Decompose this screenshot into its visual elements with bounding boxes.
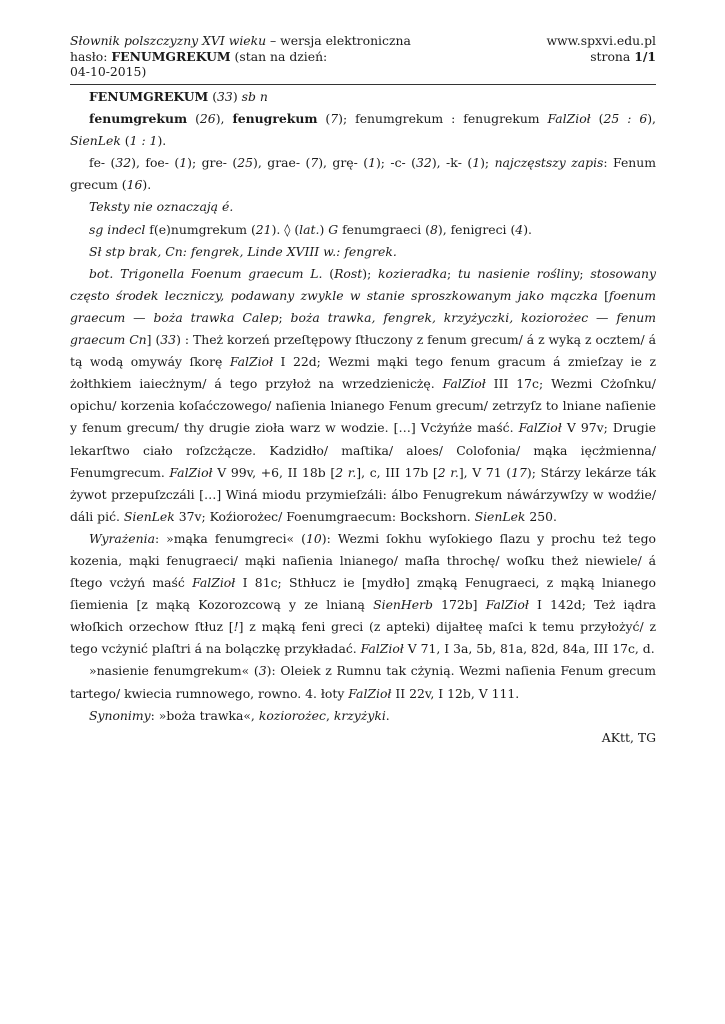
ref-note: 2 r. bbox=[335, 464, 357, 480]
haslo-status: (stan na dzień: bbox=[230, 48, 328, 64]
form-count: 1 bbox=[472, 155, 481, 171]
source-ref: FalZioł bbox=[348, 685, 392, 701]
source-ref: FalZioł bbox=[485, 597, 529, 613]
quote-text: 250. bbox=[525, 508, 557, 524]
syn-text: . bbox=[385, 707, 390, 723]
form-text: ). bbox=[142, 177, 152, 193]
synonym: koziorożec bbox=[258, 707, 326, 723]
form-text: : Fenum grecum ( bbox=[70, 155, 657, 193]
quote-text: ): Wezmi ſokhu wyſokiego ſlazu y prochu też tego kozenia, mąki fenugraeci/ mąki naſienia lnianego/ maſła throchę/ woſku theż niewiele/ á ſtego vcżyń maść bbox=[70, 530, 656, 591]
form-count: 32 bbox=[115, 155, 132, 171]
seed-paragraph bbox=[70, 660, 656, 704]
def-text: ( bbox=[322, 265, 335, 281]
quote-text: 37v; Koźiorożec/ Foenumgraecum: Bockshorn. bbox=[174, 508, 475, 524]
gram-lat: lat. bbox=[299, 221, 320, 237]
source-ref: FalZioł bbox=[360, 641, 404, 657]
def-text: ; bbox=[579, 265, 591, 281]
header-date: 04-10-2015) bbox=[70, 64, 147, 79]
source-ref: FalZioł bbox=[547, 111, 591, 127]
header-right bbox=[546, 33, 656, 64]
source-loc: 25 : 6 bbox=[603, 111, 648, 127]
quote-text: ], V 71 ( bbox=[458, 464, 512, 480]
def-text: ] ( bbox=[146, 332, 161, 348]
form-count: 1 bbox=[179, 155, 188, 171]
form-text: ); gre- ( bbox=[187, 155, 238, 171]
dictionaries-text: Sł stp brak, Cn: fengrek, Linde XVIII w.: fengrek. bbox=[89, 243, 397, 259]
def-text: ; bbox=[446, 265, 458, 281]
form-text: ), ‑k‑ ( bbox=[431, 155, 473, 171]
def-text: ); bbox=[362, 265, 379, 281]
source-ref: SienHerb bbox=[373, 597, 433, 613]
source-ref: FalZioł bbox=[192, 575, 236, 591]
teksty-text: Teksty nie oznaczają é. bbox=[89, 199, 234, 215]
expr-text: »nasienie fenumgrekum« ( bbox=[89, 663, 259, 679]
most-common-label: najczęstszy zapis bbox=[494, 155, 604, 171]
quote-text: I 142d; Też iądra włoſkich orzechow ſtłuz [ bbox=[70, 597, 657, 635]
authors-signature: AKtt, TG bbox=[601, 729, 656, 745]
sic-mark: ! bbox=[233, 619, 239, 635]
quote-text: 172b] bbox=[432, 597, 486, 613]
gram-text: ), fenigreci ( bbox=[437, 221, 516, 237]
form-text: ), foe- ( bbox=[131, 155, 180, 171]
form-count: 32 bbox=[416, 155, 432, 171]
expr-text: : »mąka fenumgreci« ( bbox=[154, 530, 307, 546]
synonyms-label: Synonimy bbox=[89, 707, 151, 723]
header-divider bbox=[70, 84, 656, 85]
page-number: 1/1 bbox=[634, 48, 656, 64]
expr-count: 10 bbox=[306, 530, 322, 546]
expr-count: 3 bbox=[258, 663, 267, 679]
header-left bbox=[70, 33, 411, 80]
quote-text: ) : Theż korzeń przeſtępowy ſtłuczony z fenum grecum/ á z wyką z ocztem/ á tą wodą omywáy ſkorę bbox=[70, 332, 656, 370]
def-italic: kozieradka bbox=[378, 265, 447, 281]
ref-note: 2 r. bbox=[437, 464, 459, 480]
def-italic: tu nasienie rośliny bbox=[457, 265, 580, 281]
form-text: fe- ( bbox=[89, 155, 116, 171]
source-ref: FalZioł bbox=[229, 354, 274, 370]
form-text: ); ‑c‑ ( bbox=[375, 155, 417, 171]
source-ref: FalZioł bbox=[442, 376, 486, 392]
entry-content bbox=[70, 86, 656, 749]
headword: FENUMGREKUM bbox=[89, 89, 209, 104]
grammar-paragraph bbox=[70, 219, 656, 241]
quote-text: ] z mąką feni greci (z apteki) dijałteę maſci k temu przyłożyć/ z tego vcżynić plaſtri á na bolączkę przykładać. bbox=[70, 619, 657, 657]
gram-count: 21 bbox=[255, 221, 272, 237]
variant-2-count: 7 bbox=[330, 111, 339, 127]
variant-1: fenumgrekum bbox=[89, 111, 188, 127]
source-ref: Rost bbox=[334, 265, 363, 281]
quote-text: ); Stárzy lekárze ták żywot przepuſzczáli […] Winá miodu przymieſzáli: álbo Fenugrekum náwárzywſzy w wodźie/ dáli pić. bbox=[70, 464, 657, 524]
def-italic: stosowany często środek leczniczy, podawany zwykle w stanie sproszkowanym jako mączka bbox=[70, 265, 656, 303]
quote-text: II 22v, I 12b, V 111. bbox=[391, 685, 520, 701]
def-text: [ bbox=[597, 287, 609, 303]
gram-count: 4 bbox=[515, 221, 524, 237]
quote-text: V 97v; Drugie lekarſtwo ciało roſzcżącze. Kadzidło/ maſtika/ aloes/ Colofonia/ mąka ięcżmienna/ Fenumgrecum. bbox=[70, 420, 656, 480]
quote-text: ): Oleiek z Rumnu tak cżynią. Wezmi naſienia Fenum grecum tartego/ kwiecia rumnowego, rowno. 4. łoty bbox=[70, 663, 656, 701]
gram-case: G bbox=[328, 221, 339, 237]
source-ref: SienLek bbox=[474, 508, 526, 524]
source-ref: FalZioł bbox=[169, 464, 213, 480]
page-header bbox=[70, 33, 656, 80]
form-count: 7 bbox=[310, 155, 319, 171]
syn-text: , bbox=[325, 707, 334, 723]
variant-2: fenugrekum bbox=[232, 111, 318, 127]
def-italic: boża trawka, fengrek, krzyżyczki, koziorożec — fenum graecum Cn bbox=[70, 309, 656, 348]
form-count: 25 bbox=[237, 155, 254, 171]
quote-text: I 22d; Wezmi mąki tego fenum gracum á zmieſzay ie z żołthkiem iaiecżnym/ á tego przyłoż na wrzedzienicżę. bbox=[70, 354, 656, 392]
source-loc: 1 : 1 bbox=[129, 133, 158, 149]
entry-headline: FENUMGREKUM (33) sb n bbox=[89, 89, 268, 104]
def-text: ; bbox=[278, 309, 291, 325]
variant-1-count: 26 bbox=[199, 111, 216, 127]
expressions-paragraph bbox=[70, 528, 656, 661]
gram-text: ). ◊ ( bbox=[271, 221, 300, 237]
page-label: strona bbox=[590, 48, 635, 64]
source-ref: FalZioł bbox=[518, 420, 562, 436]
synonym: krzyżyki bbox=[333, 707, 386, 723]
def-count: 33 bbox=[160, 332, 177, 348]
source-ref: SienLek bbox=[70, 133, 121, 149]
quote-text: V 99v, +6, II 18b [ bbox=[212, 464, 336, 480]
head-count: 33 bbox=[217, 89, 233, 104]
haslo-label: hasło: bbox=[70, 48, 112, 64]
def-italic: foenum graecum — boża trawka Calep bbox=[70, 287, 656, 325]
site-url[interactable]: www.spxvi.edu.pl bbox=[546, 33, 656, 48]
dictionaries-paragraph bbox=[70, 241, 656, 263]
syn-text: : »boża trawka«, bbox=[150, 707, 259, 723]
variants-paragraph: fenumgrekum (26), fenugrekum (7); fenumgrekum : fenugrekum FalZioł (25 : 6), SienLek (1 : 1). bbox=[70, 111, 656, 149]
quote-text: ], c, III 17b [ bbox=[356, 464, 438, 480]
gram-text: ) bbox=[319, 221, 329, 237]
teksty-note bbox=[70, 196, 656, 218]
form-count: 1 bbox=[368, 155, 376, 171]
synonyms-paragraph bbox=[70, 705, 656, 727]
form-count: 16 bbox=[126, 177, 143, 193]
form-text: ), grę‑ ( bbox=[318, 155, 369, 171]
quote-text: III 17c; Wezmi Cżoſnku/ opichu/ korzenia koſaćczowego/ naſienia lnianego Fenum grecum/ zetrzyſz to lniane naſienie y fenum grecum/ thy drugie zioła warz w wodzie. […] Vcżyńże maść. bbox=[70, 376, 656, 436]
variants-text: ; fenumgrekum : fenugrekum bbox=[342, 111, 548, 127]
gram-text: f(e)numgrekum ( bbox=[145, 221, 256, 237]
gram-sg: sg indecl bbox=[89, 221, 146, 237]
forms-paragraph: fe- (32), foe- (1); gre- (25), grae- (7), grę‑ (1); ‑c‑ (32), ‑k‑ (1); najczęstszy zapis: Fenum grecum (16). bbox=[70, 155, 657, 193]
gram-text: fenumgraeci ( bbox=[338, 221, 430, 237]
expressions-label: Wyrażenia bbox=[89, 530, 155, 546]
definition-paragraph bbox=[70, 263, 656, 528]
source-ref: SienLek bbox=[123, 508, 175, 524]
haslo-word: FENUMGREKUM bbox=[111, 48, 231, 64]
quote-text: I 81c; Sthłucz ie [mydło] zmąką Fenugraeci, z mąką lnianego ſiemienia [z mąką Kozorozcową y ze lnianą bbox=[70, 575, 656, 613]
form-text: ), grae- ( bbox=[253, 155, 311, 171]
source-title: Słownik polszczyzny XVI wieku bbox=[70, 33, 267, 48]
gram-text: ). bbox=[523, 221, 532, 237]
ref-count: 17 bbox=[511, 464, 527, 480]
head-gram: sb n bbox=[241, 89, 268, 104]
gram-count: 8 bbox=[429, 221, 438, 237]
botanical-name: bot. Trigonella Foenum graecum L. bbox=[89, 265, 323, 281]
quote-text: V 71, I 3a, 5b, 81a, 82d, 84a, III 17c, d. bbox=[403, 641, 655, 657]
source-suffix: – wersja elektroniczna bbox=[266, 33, 411, 48]
